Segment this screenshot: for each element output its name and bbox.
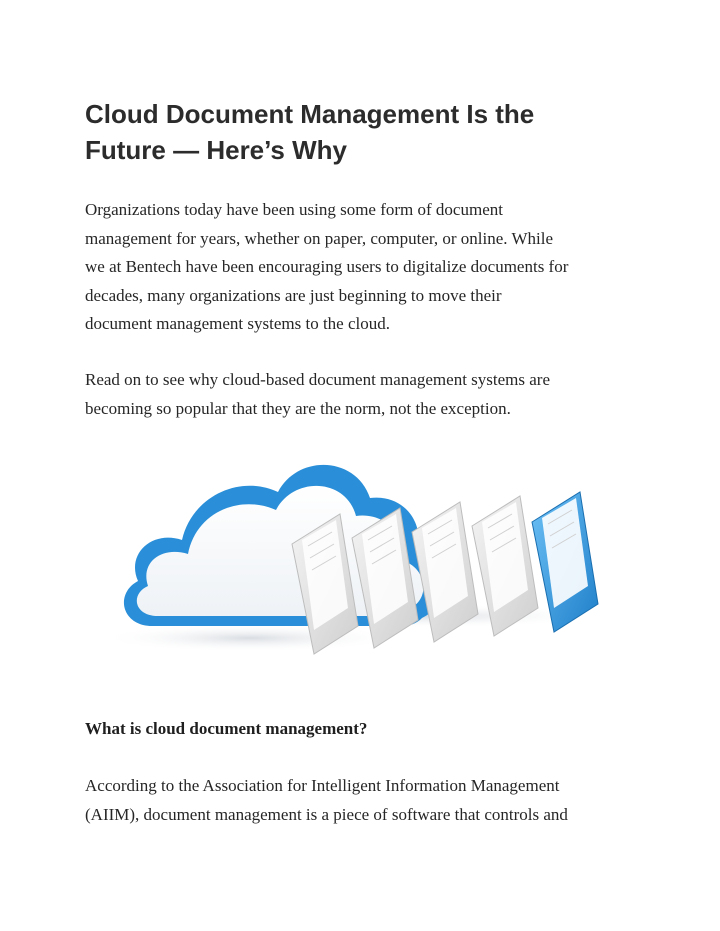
section-heading: What is cloud document management? (85, 719, 368, 738)
text-line: Read on to see why cloud-based document management systems are (85, 370, 551, 389)
text-line: we at Bentech have been encouraging users to digitalize documents for (85, 257, 569, 276)
definition-paragraph (85, 772, 655, 829)
title-line: Future — Here’s Why (85, 135, 347, 165)
article-title (85, 96, 645, 168)
text-line: becoming so popular that they are the norm, not the exception. (85, 398, 511, 418)
text-line: decades, many organizations are just beginning to move their (85, 285, 502, 305)
text-line: Organizations today have been using some form of document (85, 200, 503, 219)
read-on-paragraph (85, 366, 655, 423)
title-line: Cloud Document Management Is the (85, 99, 535, 129)
text-line: management for years, whether on paper, computer, or online. While (85, 228, 554, 248)
cloud-with-file-folders-icon (100, 436, 620, 656)
text-line: (AIIM), document management is a piece of software that controls and (85, 804, 568, 824)
text-line: document management systems to the cloud. (85, 314, 390, 333)
text-line: According to the Association for Intelligent Information Management (85, 776, 560, 795)
intro-paragraph (85, 196, 655, 339)
